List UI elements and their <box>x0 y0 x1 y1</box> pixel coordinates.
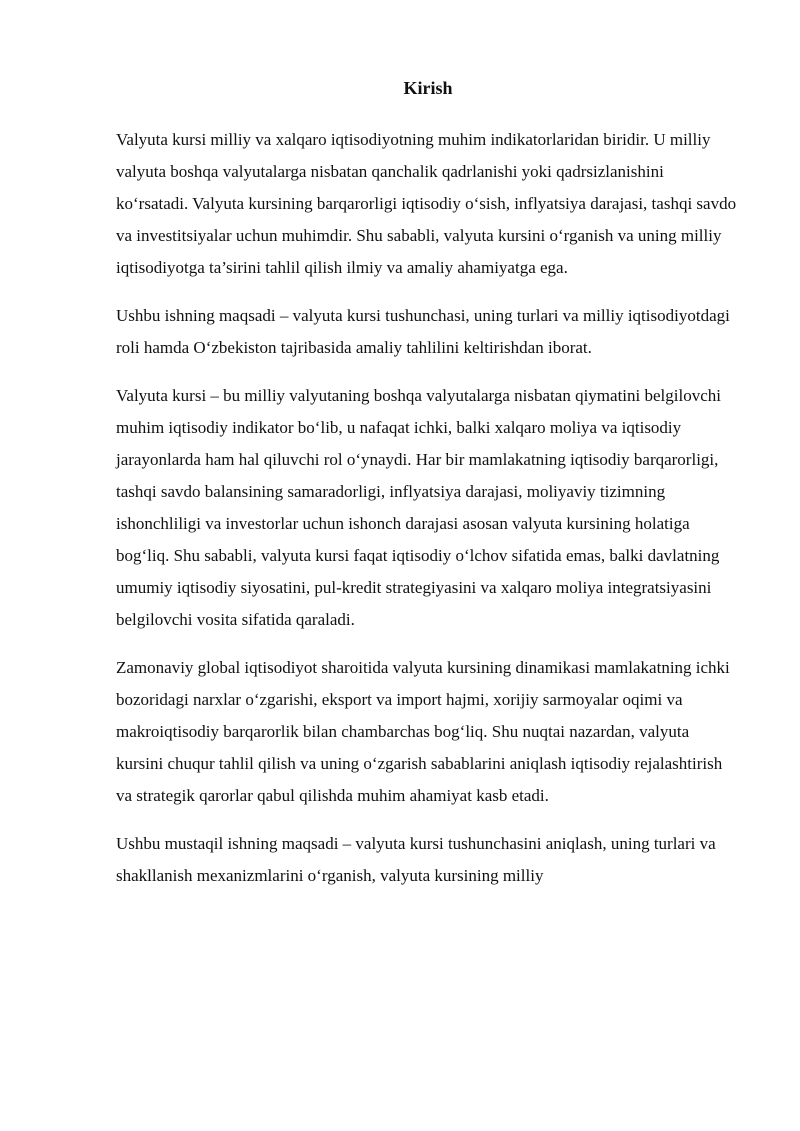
document-body <box>116 74 740 908</box>
section-title: Kirish <box>403 78 453 98</box>
paragraph-1: Valyuta kursi milliy va xalqaro iqtisodiyotning muhim indikatorlaridan biridir. U milliy valyuta boshqa valyutalarga nisbatan qanchalik qadrlanishi yoki qadrsizlanishini ko‘rsatadi. Valyuta kursining barqarorligi iqtisodiy o‘sish, inflyatsiya darajasi, tashqi savdo va investitsiyalar uchun muhimdir. Shu sababli, valyuta kursini o‘rganish va uning milliy iqtisodiyotga ta’sirini tahlil qilish ilmiy va amaliy ahamiyatga ega. <box>116 130 737 277</box>
paragraph-4: Zamonaviy global iqtisodiyot sharoitida valyuta kursining dinamikasi mamlakatning ichki bozoridagi narxlar o‘zgarishi, eksport va import hajmi, xorijiy sarmoyalar oqimi va makroiqtisodiy barqarorlik bilan chambarchas bog‘liq. Shu nuqtai nazardan, valyuta kursini chuqur tahlil qilish va uning o‘zgarish sabablarini aniqlash iqtisodiy rejalashtirish va strategik qarorlar qabul qilishda muhim ahamiyat kasb etadi. <box>116 658 730 805</box>
paragraph-2: Ushbu ishning maqsadi – valyuta kursi tushunchasi, uning turlari va milliy iqtisodiyotdagi roli hamda O‘zbekiston tajribasida amaliy tahlilini keltirishdan iborat. <box>116 306 730 357</box>
paragraph-5: Ushbu mustaqil ishning maqsadi – valyuta kursi tushunchasini aniqlash, uning turlari va shakllanish mexanizmlarini o‘rganish, valyuta kursining milliy <box>116 834 716 885</box>
paragraph-3: Valyuta kursi – bu milliy valyutaning boshqa valyutalarga nisbatan qiymatini belgilovchi muhim iqtisodiy indikator bo‘lib, u nafaqat ichki, balki xalqaro moliya va iqtisodiy jarayonlarda ham hal qiluvchi rol o‘ynaydi. Har bir mamlakatning iqtisodiy barqarorligi, tashqi savdo balansining samaradorligi, inflyatsiya darajasi, moliyaviy tizimning ishonchliligi va investorlar uchun ishonch darajasi asosan valyuta kursining holatiga bog‘liq. Shu sababli, valyuta kursi faqat iqtisodiy o‘lchov sifatida emas, balki davlatning umumiy iqtisodiy siyosatini, pul-kredit strategiyasini va xalqaro moliya integratsiyasini belgilovchi vosita sifatida qaraladi. <box>116 386 721 629</box>
